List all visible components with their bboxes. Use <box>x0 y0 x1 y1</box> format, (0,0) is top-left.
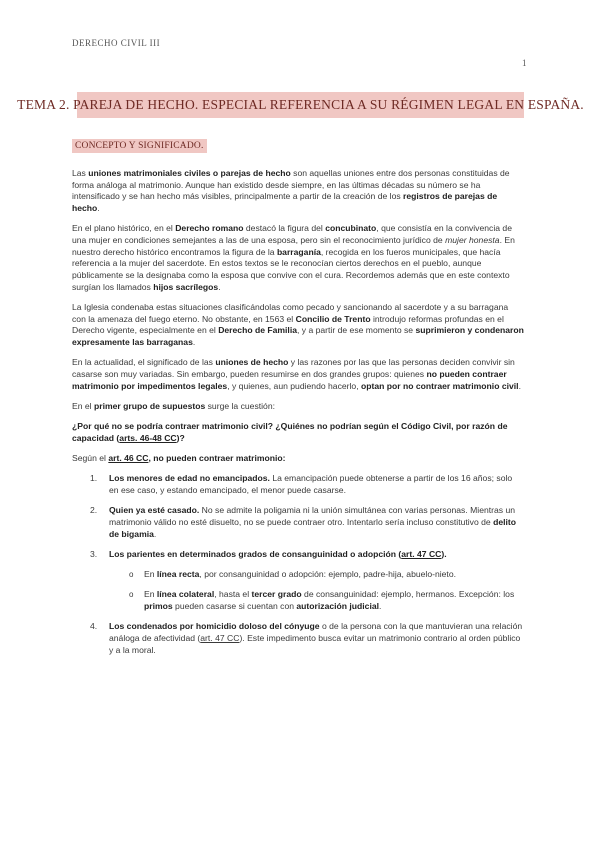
paragraph-history: En el plano histórico, en el Derecho romano destacó la figura del concubinato, que consistía en la convivencia de una mujer en condiciones semejantes a las de una esposa, pero sin el reconocimiento jurídico de mujer honesta. En nuestro derecho histórico encontramos la figura de la barraganía, recogida en los fueros municipales, que hacía referencia a la mujer del sacerdote. En estos textos se le reconocían ciertos derechos en el pueblo, aunque públicamente se la designaba como la esposa que convive con el cura. Recordemos además que en este contexto surgían los llamados hijos sacrílegos. <box>72 223 515 292</box>
paragraph-article-46: Según el art. 46 CC, no pueden contraer matrimonio: <box>72 453 286 464</box>
list-item: 1. Los menores de edad no emancipados. La emancipación puede obtenerse a partir de los 16 años; solo en ese caso, y estando emancipado, el menor puede casarse. <box>90 473 513 495</box>
document-body <box>72 168 524 665</box>
page-number: 1 <box>522 58 527 68</box>
paragraph-first-group: En el primer grupo de supuestos surge la cuestión: <box>72 400 275 411</box>
list-item: 3. Los parientes en determinados grados de consanguinidad o adopción (art. 47 CC). o En línea recta, por consanguinidad o adopción: ejemplo, padre-hija, abuelo-nieto. o En línea colateral, hasta el tercer grado de consanguinidad: ejemplo, hermanos. Excepción: los primos pueden casarse si cuentan con autorización judicial. <box>72 549 524 613</box>
impediments-list <box>72 473 524 656</box>
sub-list-item: o En línea recta, por consanguinidad o adopción: ejemplo, padre-hija, abuelo-nieto. <box>129 568 456 579</box>
law-reference-link[interactable]: art. 47 CC <box>200 632 240 643</box>
sub-list-item: o En línea colateral, hasta el tercer grado de consanguinidad: ejemplo, hermanos. Excepción: los primos pueden casarse si cuentan con autorización judicial. <box>129 589 515 611</box>
page-title: TEMA 2. PAREJA DE HECHO. ESPECIAL REFERENCIA A SU RÉGIMEN LEGAL EN ESPAÑA. <box>77 92 524 118</box>
paragraph-church: La Iglesia condenaba estas situaciones clasificándolas como pecado y sancionando al sacerdote y a su barragana con la amenaza del fuego eterno. No obstante, en 1563 el Concilio de Trento introdujo reformas profundas en el Derecho vigente, especialmente en el Derecho de Familia, y a partir de ese momento se suprimieron y condenaron expresamente las barraganas. <box>72 302 524 348</box>
question-paragraph: ¿Por qué no se podría contraer matrimonio civil? ¿Quiénes no podrían según el Código Civil, por razón de capacidad (arts. 46-48 CC)? <box>72 421 508 443</box>
paragraph-definition: Las uniones matrimoniales civiles o parejas de hecho son aquellas uniones entre dos personas constituidas de forma análoga al matrimonio. Aunque han existido desde siempre, en las últimas décadas su número se ha intensificado y se han hecho más visibles, principalmente a partir de la creación de los registros de parejas de hecho. <box>72 168 510 214</box>
list-item: 2. Quien ya esté casado. No se admite la poligamia ni la unión simultánea con varias personas. Mientras un matrimonio válido no esté disuelto, no se puede contraer otro. Intentarlo sería incluso constitutivo de delito de bigamia. <box>90 505 516 539</box>
document-header: DERECHO CIVIL III <box>72 38 161 48</box>
sub-list <box>109 569 524 613</box>
paragraph-current: En la actualidad, el significado de las uniones de hecho y las razones por las que las personas deciden convivir sin casarse son muy variadas. Sin embargo, pueden resumirse en dos grandes grupos: quienes no pueden contraer matrimonio por impedimentos legales, y quienes, aun pudiendo hacerlo, optan por no contraer matrimonio civil. <box>72 357 521 391</box>
bullet-icon: o <box>129 590 134 600</box>
law-reference-link[interactable]: art. 47 CC <box>401 548 442 559</box>
list-item: 4. Los condenados por homicidio doloso del cónyuge o de la persona con la que mantuvieran una relación análoga de afectividad (art. 47 CC). Este impedimento busca evitar un matrimonio contrario al orden público y a la moral. <box>90 621 523 655</box>
law-reference-link[interactable]: art. 46 CC <box>108 453 149 464</box>
bullet-icon: o <box>129 569 134 579</box>
law-reference-link[interactable]: arts. 46-48 CC <box>119 432 177 443</box>
section-heading: CONCEPTO Y SIGNIFICADO. <box>72 139 207 153</box>
